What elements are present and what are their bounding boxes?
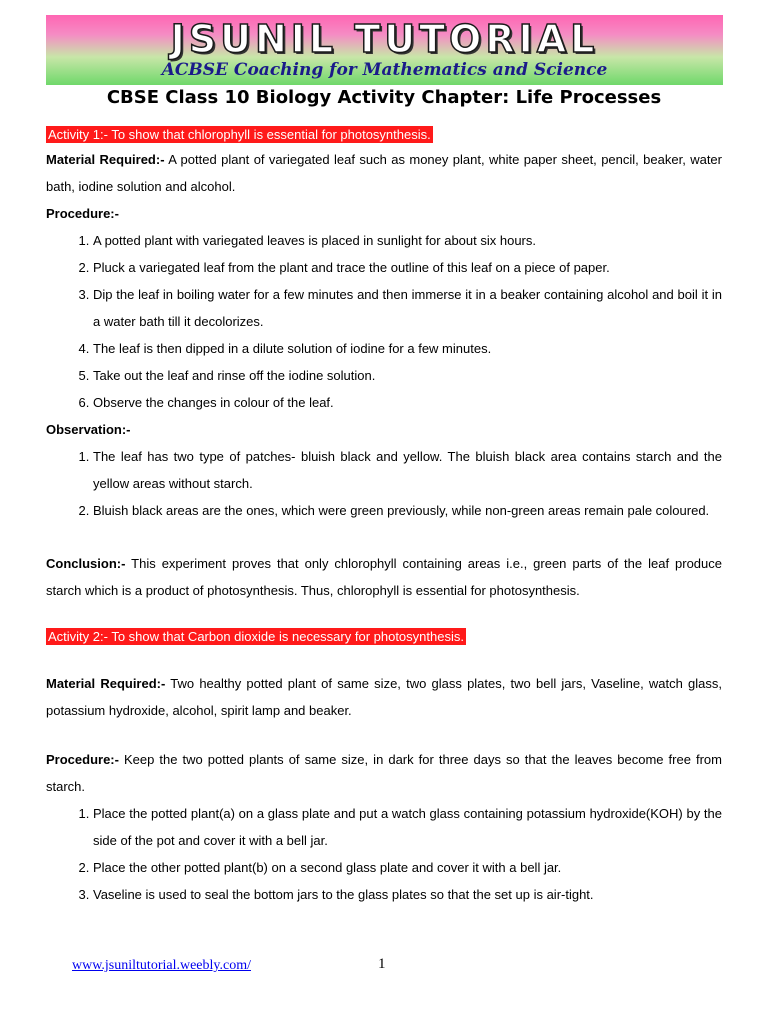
conclusion-label: Conclusion:- [46, 556, 126, 571]
list-item: 2. Bluish black areas are the ones, which were green previously, while non-green areas remain pale coloured. [93, 497, 722, 524]
activity-1-heading: Activity 1:- To show that chlorophyll is essential for photosynthesis. [48, 127, 431, 142]
material-label: Material Required:- [46, 152, 165, 167]
activity-2-procedure-intro [46, 746, 722, 800]
footer-link-wrap [72, 958, 251, 974]
activity-1-observation-list [46, 443, 722, 524]
activity-1-heading-row [46, 124, 722, 146]
list-item: 6. Observe the changes in colour of the leaf. [93, 389, 722, 416]
list-item: 1. A potted plant with variegated leaves is placed in sunlight for about six hours. [93, 227, 722, 254]
conclusion-text: This experiment proves that only chlorophyll containing areas i.e., green parts of the leaf produce starch which is a product of photosynthesis. Thus, chlorophyll is essential for photosynthesis. [46, 556, 722, 598]
document-body [46, 124, 722, 908]
activity-1-material [46, 146, 722, 200]
page-title: CBSE Class 10 Biology Activity Chapter: Life Processes [106, 87, 662, 108]
list-item: 2. Pluck a variegated leaf from the plant and trace the outline of this leaf on a piece of paper. [93, 254, 722, 281]
list-item: 2. Place the other potted plant(b) on a second glass plate and cover it with a bell jar. [93, 854, 722, 881]
material-text: Two healthy potted plant of same size, two glass plates, two bell jars, Vaseline, watch glass, potassium hydroxide, alcohol, spirit lamp and beaker. [46, 676, 722, 718]
list-item: 3. Vaseline is used to seal the bottom jars to the glass plates so that the set up is air-tight. [93, 881, 722, 908]
brand-tagline: ACBSE Coaching for Mathematics and Science [161, 60, 608, 80]
spacer [46, 648, 722, 670]
procedure-text: Keep the two potted plants of same size, in dark for three days so that the leaves become free from starch. [46, 752, 722, 794]
list-item: 3. Dip the leaf in boiling water for a few minutes and then immerse it in a beaker containing alcohol and boil it in a water bath till it decolorizes. [93, 281, 722, 335]
activity-2-material [46, 670, 722, 724]
brand-name: JSUNIL TUTORIAL [170, 17, 599, 61]
page-number: 1 [378, 956, 386, 972]
spacer [46, 524, 722, 550]
material-text: A potted plant of variegated leaf such as money plant, white paper sheet, pencil, beaker, water bath, iodine solution and alcohol. [46, 152, 722, 194]
procedure-label: Procedure:- [46, 752, 119, 767]
spacer [46, 724, 722, 746]
activity-2-heading: Activity 2:- To show that Carbon dioxide is necessary for photosynthesis. [48, 629, 464, 644]
procedure-label: Procedure:- [46, 206, 119, 221]
header-banner [46, 15, 723, 85]
activity-1-procedure-list [46, 227, 722, 416]
list-item: 1. Place the potted plant(a) on a glass plate and put a watch glass containing potassium hydroxide(KOH) by the side of the pot and cover it with a bell jar. [93, 800, 722, 854]
observation-label: Observation:- [46, 422, 131, 437]
activity-2-procedure-list [46, 800, 722, 908]
spacer [46, 604, 722, 626]
list-item: 1. The leaf has two type of patches- bluish black and yellow. The bluish black area contains starch and the yellow areas without starch. [93, 443, 722, 497]
activity-1-conclusion [46, 550, 722, 604]
list-item: 5. Take out the leaf and rinse off the iodine solution. [93, 362, 722, 389]
list-item: 4. The leaf is then dipped in a dilute solution of iodine for a few minutes. [93, 335, 722, 362]
activity-2-heading-row [46, 626, 722, 648]
website-link[interactable]: www.jsuniltutorial.weebly.com/ [72, 958, 251, 973]
material-label: Material Required:- [46, 676, 166, 691]
